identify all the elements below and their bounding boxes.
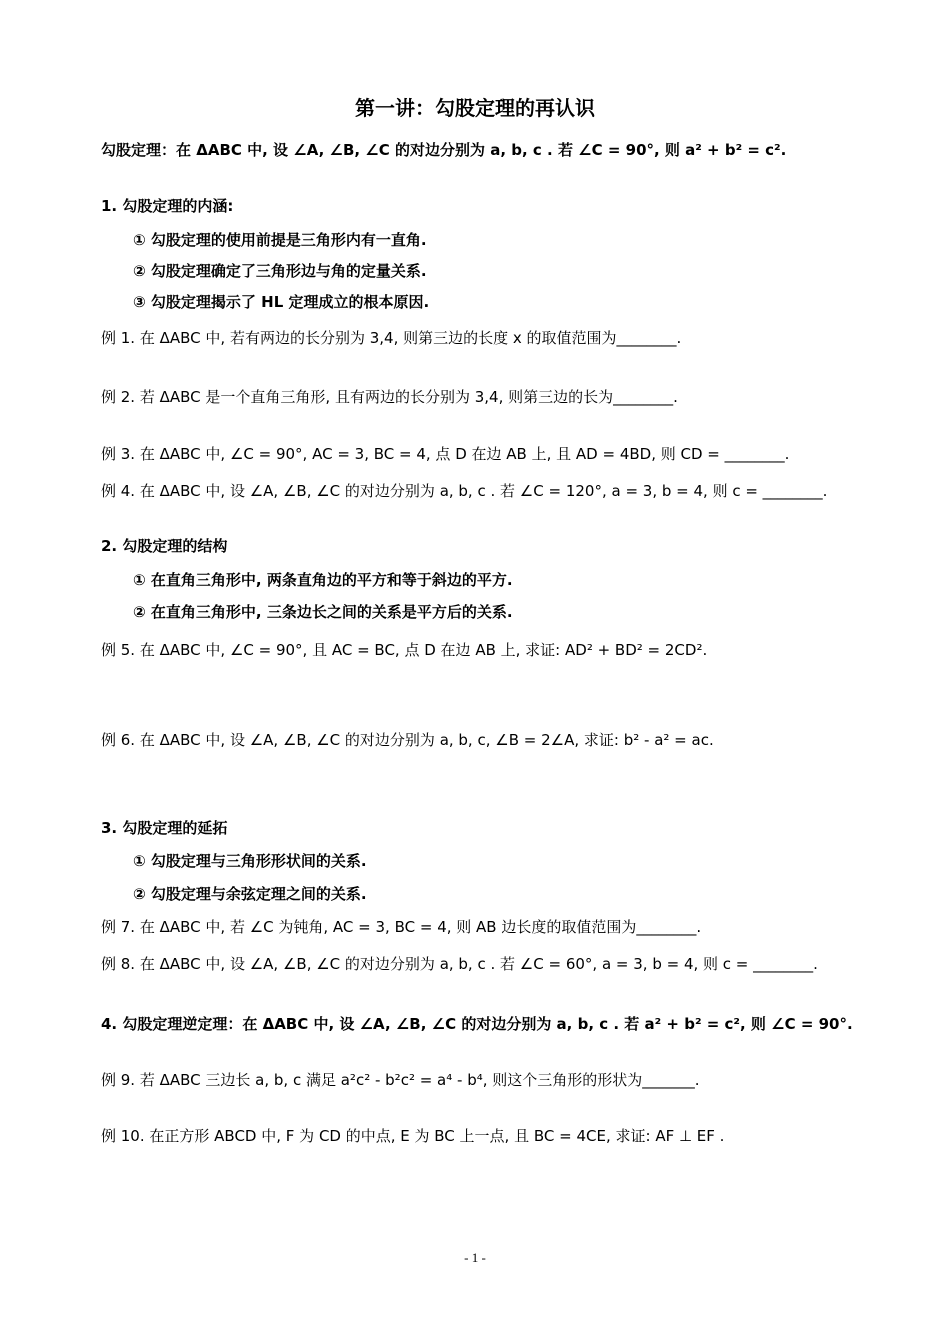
example-6: 例 6. 在 ΔABC 中, 设 ∠A, ∠B, ∠C 的对边分别为 a, b, c, ∠B = 2∠A, 求证: b² - a² = ac. — [101, 731, 714, 749]
section-4-heading: 4. 勾股定理逆定理：在 ΔABC 中, 设 ∠A, ∠B, ∠C 的对边分别为 a, b, c . 若 a² + b² = c², 则 ∠C = 90°. — [101, 1015, 853, 1033]
example-10: 例 10. 在正方形 ABCD 中, F 为 CD 的中点, E 为 BC 上一点, 且 BC = 4CE, 求证: AF ⊥ EF . — [101, 1127, 725, 1145]
section-2-item: ① 在直角三角形中, 两条直角边的平方和等于斜边的平方. — [133, 571, 513, 589]
page-number: - 1 - — [464, 1250, 486, 1265]
section-3-heading: 3. 勾股定理的延拓 — [101, 819, 228, 837]
example-7: 例 7. 在 ΔABC 中, 若 ∠C 为钝角, AC = 3, BC = 4, 则 AB 边长度的取值范围为________. — [101, 918, 702, 936]
theorem-statement: 勾股定理：在 ΔABC 中, 设 ∠A, ∠B, ∠C 的对边分别为 a, b, c . 若 ∠C = 90°, 则 a² + b² = c². — [101, 141, 787, 159]
section-2-item: ② 在直角三角形中, 三条边长之间的关系是平方后的关系. — [133, 603, 513, 621]
page-title: 第一讲：勾股定理的再认识 — [355, 96, 595, 120]
example-4: 例 4. 在 ΔABC 中, 设 ∠A, ∠B, ∠C 的对边分别为 a, b, c . 若 ∠C = 120°, a = 3, b = 4, 则 c = ________. — [101, 482, 828, 500]
example-8: 例 8. 在 ΔABC 中, 设 ∠A, ∠B, ∠C 的对边分别为 a, b, c . 若 ∠C = 60°, a = 3, b = 4, 则 c = ________. — [101, 955, 818, 973]
example-5: 例 5. 在 ΔABC 中, ∠C = 90°, 且 AC = BC, 点 D 在边 AB 上, 求证: AD² + BD² = 2CD². — [101, 641, 708, 659]
example-1: 例 1. 在 ΔABC 中, 若有两边的长分别为 3,4, 则第三边的长度 x 的取值范围为________. — [101, 329, 682, 347]
example-9: 例 9. 若 ΔABC 三边长 a, b, c 满足 a²c² - b²c² = a⁴ - b⁴, 则这个三角形的形状为_______. — [101, 1071, 700, 1089]
section-1-heading: 1. 勾股定理的内涵: — [101, 197, 234, 215]
section-3-item: ① 勾股定理与三角形形状间的关系. — [133, 852, 367, 870]
section-1-item: ① 勾股定理的使用前提是三角形内有一直角. — [133, 231, 427, 249]
example-3: 例 3. 在 ΔABC 中, ∠C = 90°, AC = 3, BC = 4, 点 D 在边 AB 上, 且 AD = 4BD, 则 CD = ________. — [101, 445, 790, 463]
section-1-item: ② 勾股定理确定了三角形边与角的定量关系. — [133, 262, 427, 280]
section-2-heading: 2. 勾股定理的结构 — [101, 537, 228, 555]
section-1-item: ③ 勾股定理揭示了 HL 定理成立的根本原因. — [133, 293, 430, 311]
example-2: 例 2. 若 ΔABC 是一个直角三角形, 且有两边的长分别为 3,4, 则第三边的长为________. — [101, 388, 678, 406]
section-3-item: ② 勾股定理与余弦定理之间的关系. — [133, 885, 367, 903]
